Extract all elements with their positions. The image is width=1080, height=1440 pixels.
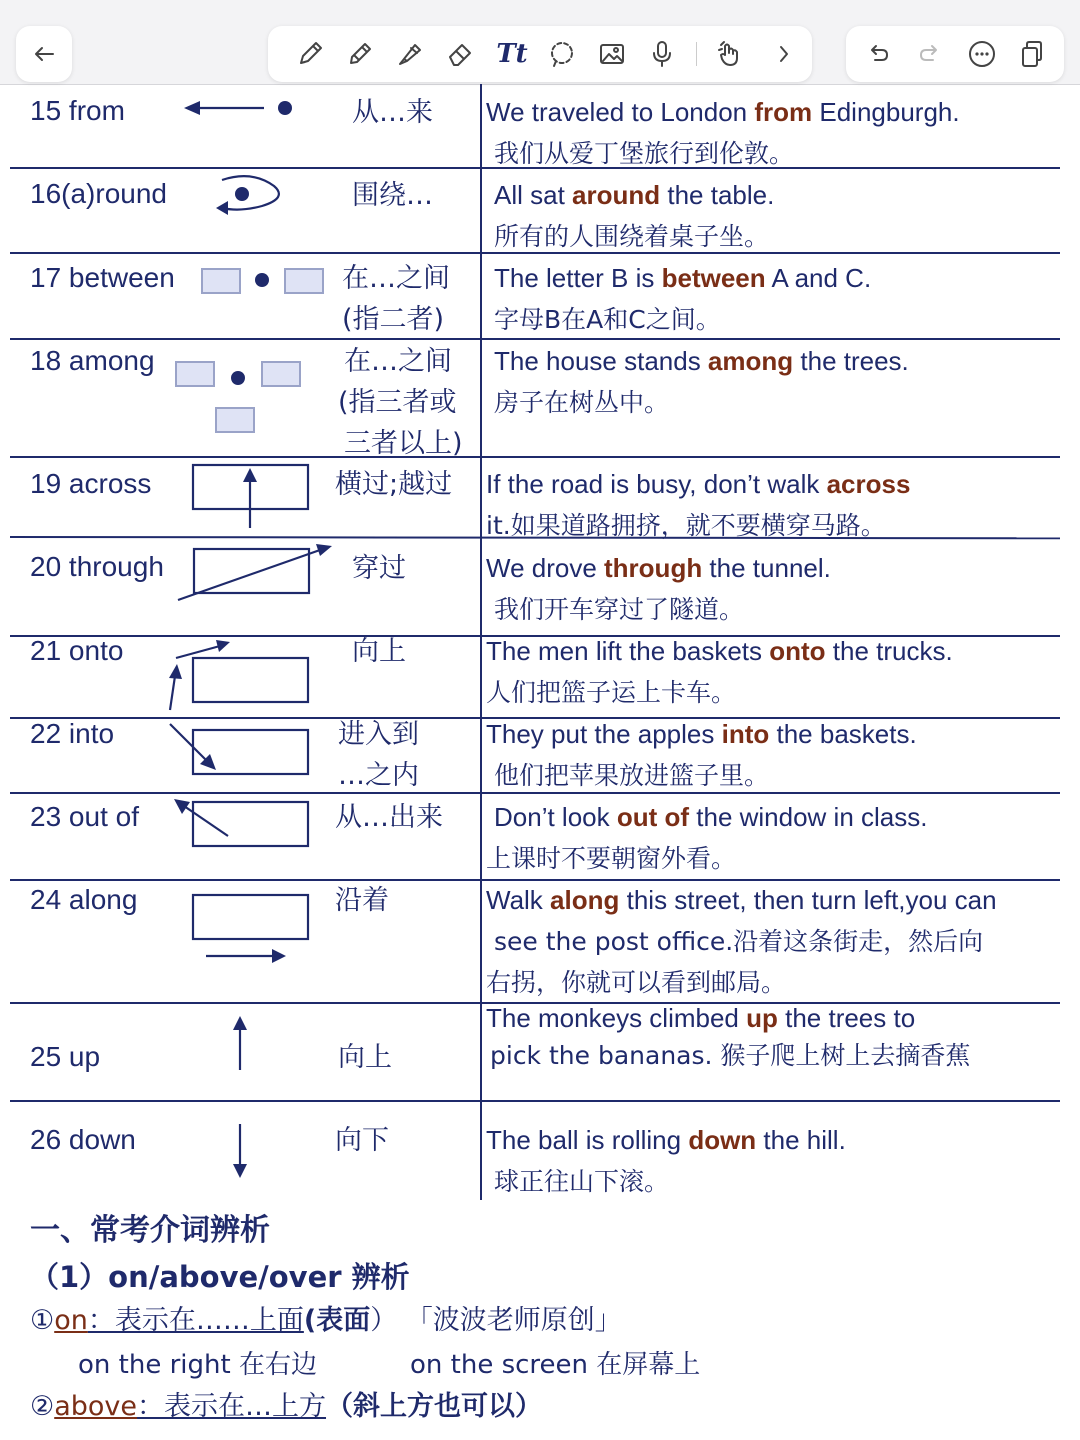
across-diagram (190, 462, 312, 530)
row-term: 26 down (30, 1124, 136, 1155)
row-term: 22 into (30, 718, 115, 749)
from-diagram (180, 92, 300, 126)
row-example: The ball is rolling down the hill. 球正往山下滚。 (486, 1125, 846, 1196)
pen-icon[interactable] (288, 32, 332, 76)
row-example: The men lift the baskets onto the trucks. 人们把篮子运上卡车。 (486, 636, 953, 707)
row-term: 16(a)round (30, 178, 167, 209)
row-term: 23 out of (30, 801, 139, 832)
row-meaning: 向上 (352, 636, 406, 667)
row-example: The house stands among the trees. 房子在树丛中。 (494, 346, 909, 417)
eraser-icon[interactable] (438, 32, 482, 76)
action-palette (846, 26, 1064, 82)
among-diagram (174, 358, 304, 436)
row-example: We drove through the tunnel. 我们开车穿过了隧道。 (486, 553, 831, 624)
row-meaning: 围绕… (352, 180, 433, 211)
row-example: All sat around the table. 所有的人围绕着桌子坐。 (494, 180, 775, 251)
row-term: 19 across (30, 468, 152, 499)
highlighter-icon[interactable] (388, 32, 432, 76)
row-meaning: 从…出来 (335, 802, 443, 833)
row-meaning: 从…来 (352, 97, 433, 128)
row-meaning-note: (指三者或 (338, 387, 457, 418)
note-above: ②above：表示在…上方（斜上方也可以） (30, 1391, 543, 1422)
undo-icon[interactable] (856, 32, 900, 76)
row-example: The letter B is between A and C. 字母B在A和C之间。 (494, 263, 872, 334)
row-term: 25 up (30, 1041, 101, 1072)
note-on-example-1: on the right 在右边 (78, 1350, 317, 1380)
row-term: 15 from (30, 95, 125, 126)
through-diagram (174, 542, 336, 604)
row-meaning-note: (指二者) (342, 304, 445, 335)
row-meaning: 向上 (338, 1042, 392, 1073)
row-divider (10, 456, 1060, 458)
back-arrow-icon (22, 32, 66, 76)
into-diagram (166, 720, 312, 778)
row-term: 20 through (30, 551, 164, 582)
row-meaning-note: …之内 (338, 760, 419, 791)
row-meaning: 穿过 (352, 553, 406, 584)
row-term: 24 along (30, 884, 138, 915)
row-example: We traveled to London from Edingburgh. 我们从爱丁堡旅行到伦敦。 (486, 97, 960, 168)
row-divider (10, 1100, 1060, 1102)
along-diagram (190, 892, 312, 966)
microphone-icon[interactable] (640, 32, 684, 76)
row-example: Walk along this street, then turn left,you can see the post office.沿着这条街走，然后向 右拐，你就可以看到邮局。 (486, 885, 997, 997)
row-example: They put the apples into the baskets. 他们把苹果放进篮子里。 (486, 719, 917, 790)
row-meaning: 横过;越过 (335, 469, 453, 500)
row-meaning: 在…之间 (342, 263, 450, 294)
row-term: 21 onto (30, 635, 124, 666)
section-heading: 一、常考介词辨析 (30, 1213, 270, 1248)
row-example: Don’t look out of the window in class. 上课时不要朝窗外看。 (486, 802, 928, 873)
out-of-diagram (170, 796, 312, 850)
hand-pointer-icon[interactable] (708, 32, 752, 76)
row-term: 18 among (30, 345, 155, 376)
row-meaning: 向下 (335, 1125, 389, 1156)
row-example: The monkeys climbed up the trees to pick the bananas. 猴子爬上树上去摘香蕉 (486, 1003, 971, 1070)
row-example: If the road is busy, don’t walk across it.如果道路拥挤，就不要横穿马路。 (486, 469, 911, 540)
note-on: ①on：表示在……上面(表面） 「波波老师原创」 (30, 1305, 622, 1336)
down-diagram (226, 1120, 254, 1182)
subsection-heading: （1）on/above/over 辨析 (30, 1260, 410, 1294)
pages-icon[interactable] (1010, 32, 1054, 76)
more-options-icon[interactable] (960, 32, 1004, 76)
row-term: 17 between (30, 262, 175, 293)
image-icon[interactable] (590, 32, 634, 76)
row-meaning: 在…之间 (344, 346, 452, 377)
text-tool-button[interactable]: Tt (496, 39, 528, 69)
row-meaning: 沿着 (335, 885, 389, 916)
up-diagram (226, 1012, 254, 1074)
top-toolbar (0, 0, 1080, 85)
row-meaning: 进入到 (338, 719, 419, 750)
pencil-icon[interactable] (338, 32, 382, 76)
lasso-icon[interactable] (540, 32, 584, 76)
tool-palette (268, 26, 812, 82)
between-diagram (200, 266, 326, 296)
redo-icon[interactable] (908, 32, 952, 76)
back-button[interactable] (16, 26, 72, 82)
onto-diagram (160, 636, 312, 712)
toolbar-divider (696, 42, 697, 66)
around-diagram (212, 168, 292, 222)
chevron-right-icon[interactable] (762, 32, 806, 76)
note-on-example-2: on the screen 在屏幕上 (410, 1350, 701, 1380)
row-meaning-note: 三者以上) (344, 428, 463, 459)
